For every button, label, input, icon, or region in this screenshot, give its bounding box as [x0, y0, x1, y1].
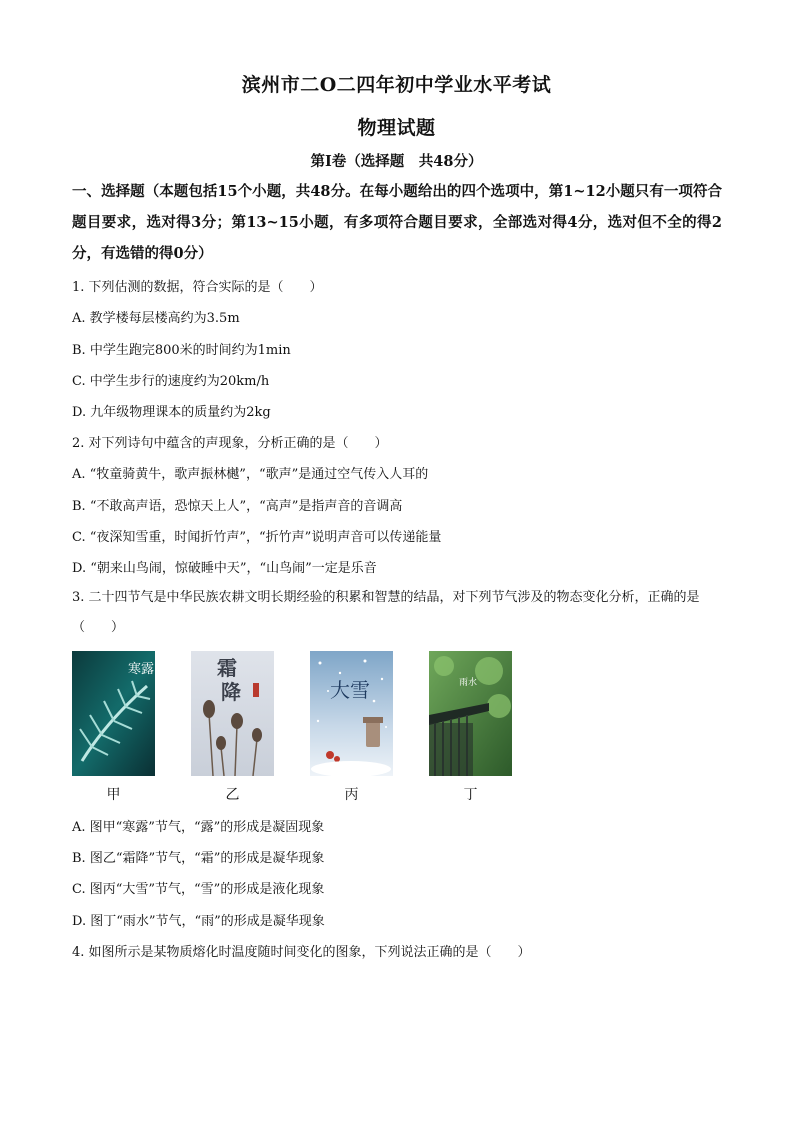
- question-2-stem: 2. 对下列诗句中蕴含的声现象，分析正确的是（ ）: [72, 436, 388, 451]
- question-1-option-b: B. 中学生跑完800米的时间约为1min: [72, 343, 291, 358]
- snow-scene-image: [310, 651, 393, 776]
- figure-caption-bing: 丙: [344, 787, 359, 803]
- frost-leaf-image: [72, 651, 155, 776]
- question-3-option-d: D. 图丁“雨水”节气，“雨”的形成是凝华现象: [72, 914, 325, 929]
- exam-title: 滨州市二O二四年初中学业水平考试: [241, 74, 552, 96]
- figure-caption-yi: 乙: [225, 787, 240, 803]
- question-2-option-b: B. “不敢高声语，恐惊天上人”，“高声”是指声音的音调高: [72, 499, 403, 514]
- frost-leaf-label: 寒露: [128, 662, 155, 677]
- subject-title: 物理试题: [357, 117, 436, 139]
- figure-caption-jia: 甲: [106, 787, 121, 803]
- question-1-option-d: D. 九年级物理课本的质量约为2kg: [72, 405, 271, 420]
- question-1-option-c: C. 中学生步行的速度约为20km/h: [72, 374, 270, 389]
- figure-caption-ding: 丁: [463, 787, 478, 803]
- frost-grass-label-1: 霜: [217, 656, 237, 680]
- question-3-option-b: B. 图乙“霜降”节气，“霜”的形成是凝华现象: [72, 851, 325, 866]
- section-instructions: 一、选择题（本题包括15个小题，共48分。在每小题给出的四个选项中，第1~12小题只有一项符合题目要求，选对得3分；第13~15小题，有多项符合题目要求，全部选对得4分，选对但不全的得2分，有选错的得0分）: [72, 183, 722, 262]
- question-4-stem: 4. 如图所示是某物质熔化时温度随时间变化的图象，下列说法正确的是（ ）: [72, 945, 531, 960]
- question-1-stem: 1. 下列估测的数据，符合实际的是（ ）: [72, 280, 323, 295]
- snow-scene-label: 大雪: [330, 678, 370, 702]
- rain-eaves-image: [429, 651, 512, 776]
- frost-grass-label-2: 降: [221, 680, 241, 704]
- rain-eaves-label: 雨水: [459, 678, 478, 688]
- question-3-figures: [72, 651, 532, 821]
- section-title: 第Ⅰ卷（选择题 共48分）: [310, 153, 483, 170]
- question-2-option-c: C. “夜深知雪重，时闻折竹声”，“折竹声”说明声音可以传递能量: [72, 530, 442, 545]
- question-3-option-c: C. 图丙“大雪”节气，“雪”的形成是液化现象: [72, 882, 325, 897]
- question-3-stem: 3. 二十四节气是中华民族农耕文明长期经验的积累和智慧的结晶，对下列节气涉及的物态变化分析，正确的是（ ）: [72, 590, 700, 635]
- question-1-option-a: A. 教学楼每层楼高约为3.5m: [72, 311, 240, 326]
- question-2-option-d: D. “朝来山鸟闹，惊破睡中天”，“山鸟闹”一定是乐音: [72, 561, 377, 576]
- question-3-option-a: A. 图甲“寒露”节气，“露”的形成是凝固现象: [72, 820, 325, 835]
- question-2-option-a: A. “牧童骑黄牛，歌声振林樾”，“歌声”是通过空气传入人耳的: [72, 467, 429, 482]
- frost-grass-image: [191, 651, 274, 776]
